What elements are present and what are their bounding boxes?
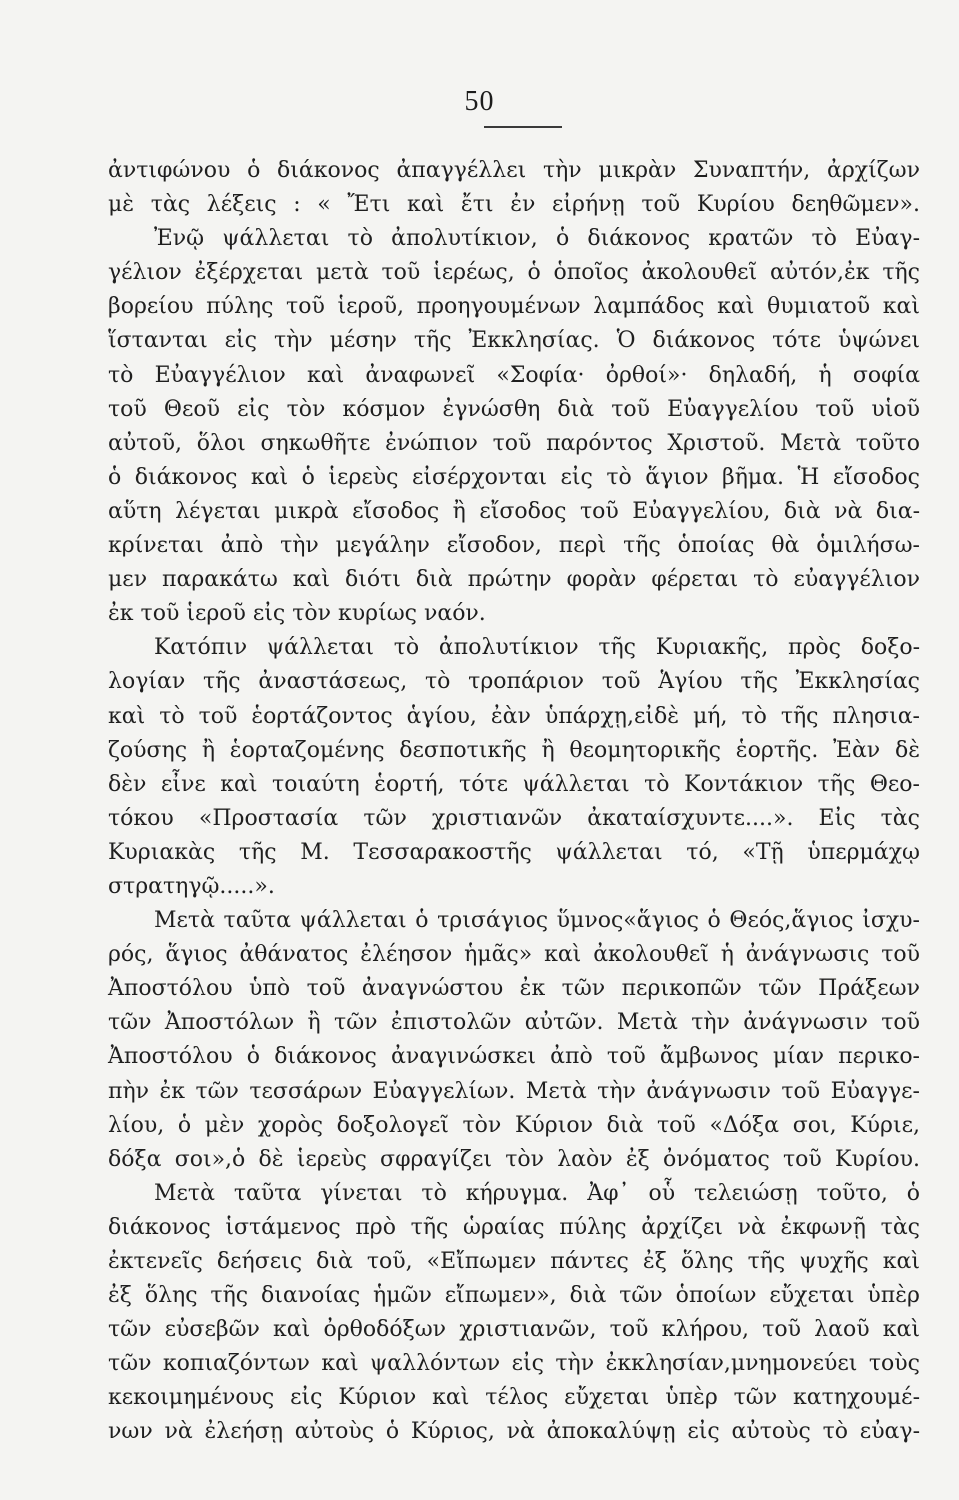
text-line: τῶν Ἀποστόλων ἢ τῶν ἐπιστολῶν αὐτῶν. Μετὰ τὴν ἀνάγνωσιν τοῦ	[108, 1010, 920, 1036]
text-line: λίου, ὁ μὲν χορὸς δοξολογεῖ τὸν Κύριον διὰ τοῦ «Δόξα σοι, Κύριε,	[108, 1112, 920, 1138]
text-line: στρατηγῷ.....».	[108, 873, 275, 899]
text-line: τῶν εὐσεβῶν καὶ ὀρθοδόξων χριστιανῶν, τοῦ κλήρου, τοῦ λαοῦ καὶ	[108, 1317, 920, 1343]
text-line: Κυριακὰς τῆς Μ. Τεσσαρακοστῆς ψάλλεται τό, «Τῇ ὑπερμάχῳ	[108, 839, 920, 865]
text-line: μὲ τὰς λέξεις : « Ἔτι καὶ ἔτι ἐν εἰρήνῃ τοῦ Κυρίου δεηθῶμεν».	[108, 192, 920, 218]
text-line: τὸ Εὐαγγέλιον καὶ ἀναφωνεῖ «Σοφία· ὀρθοί»· δηλαδή, ἡ σοφία	[108, 362, 920, 388]
text-line: κεκοιμημένους εἰς Κύριον καὶ τέλος εὔχεται ὑπὲρ τῶν κατηχουμέ-	[108, 1385, 920, 1411]
text-line: αὕτη λέγεται μικρὰ εἴσοδος ἢ εἴσοδος τοῦ Εὐαγγελίου, διὰ νὰ δια-	[108, 498, 920, 524]
body-text	[108, 154, 920, 1450]
text-line: ὁ διάκονος καὶ ὁ ἱερεὺς εἰσέρχονται εἰς τὸ ἅγιον βῆμα. Ἡ εἴσοδος	[108, 464, 920, 490]
text-line: λογίαν τῆς ἀναστάσεως, τὸ τροπάριον τοῦ Ἁγίου τῆς Ἐκκλησίας	[108, 669, 920, 695]
text-line: μεν παρακάτω καὶ διότι διὰ πρώτην φορὰν φέρεται τὸ εὐαγγέλιον	[108, 567, 920, 593]
text-line: καὶ τὸ τοῦ ἑορτάζοντος ἁγίου, ἐὰν ὑπάρχῃ,εἰδὲ μή, τὸ τῆς πλησια-	[108, 703, 920, 729]
text-line: διάκονος ἱστάμενος πρὸ τῆς ὡραίας πύλης ἀρχίζει νὰ ἐκφωνῇ τὰς	[108, 1214, 920, 1240]
text-line: τόκου «Προστασία τῶν χριστιανῶν ἀκαταίσχυντε....». Εἰς τὰς	[108, 805, 920, 831]
text-line: πὴν ἐκ τῶν τεσσάρων Εὐαγγελίων. Μετὰ τὴν ἀνάγνωσιν τοῦ Εὐαγγε-	[108, 1078, 920, 1104]
text-line: δόξα σοι»,ὁ δὲ ἱερεὺς σφραγίζει τὸν λαὸν ἐξ ὀνόματος τοῦ Κυρίου.	[108, 1146, 920, 1172]
text-line: τοῦ Θεοῦ εἰς τὸν κόσμον ἐγνώσθη διὰ τοῦ Εὐαγγελίου τοῦ υἱοῦ	[108, 396, 920, 422]
text-line: Ἀποστόλου ὁ διάκονος ἀναγινώσκει ἀπὸ τοῦ ἄμβωνος μίαν περικο-	[108, 1044, 920, 1070]
text-line: κρίνεται ἀπὸ τὴν μεγάλην εἴσοδον, περὶ τῆς ὁποίας θὰ ὁμιλήσω-	[108, 533, 920, 559]
text-line: Ἐνῷ ψάλλεται τὸ ἀπολυτίκιον, ὁ διάκονος κρατῶν τὸ Εὐαγ-	[154, 226, 920, 252]
page-number: 50	[464, 86, 495, 117]
text-line: Ἀποστόλου ὑπὸ τοῦ ἀναγνώστου ἐκ τῶν περικοπῶν τῶν Πράξεων	[108, 976, 920, 1002]
text-line: νων νὰ ἐλεήσῃ αὐτοὺς ὁ Κύριος, νὰ ἀποκαλύψῃ εἰς αὐτοὺς τὸ εὐαγ-	[108, 1419, 920, 1445]
text-line: βορείου πύλης τοῦ ἱεροῦ, προηγουμένων λαμπάδος καὶ θυμιατοῦ καὶ	[108, 294, 920, 320]
text-line: ρός, ἅγιος ἀθάνατος ἐλέησον ἡμᾶς» καὶ ἀκολουθεῖ ἡ ἀνάγνωσις τοῦ	[108, 942, 920, 968]
page-number-rule	[484, 126, 562, 128]
text-line: ἐκτενεῖς δεήσεις διὰ τοῦ, «Εἴπωμεν πάντες ἐξ ὅλης τῆς ψυχῆς καὶ	[108, 1249, 920, 1274]
text-line: δὲν εἶνε καὶ τοιαύτη ἑορτή, τότε ψάλλεται τὸ Κοντάκιον τῆς Θεο-	[108, 771, 920, 797]
text-line: ζούσης ἢ ἑορταζομένης δεσποτικῆς ἢ θεομητορικῆς ἑορτῆς. Ἐὰν δὲ	[108, 737, 920, 763]
text-line: τῶν κοπιαζόντων καὶ ψαλλόντων εἰς τὴν ἐκκλησίαν,μνημονεύει τοὺς	[108, 1351, 920, 1377]
text-line: γέλιον ἐξέρχεται μετὰ τοῦ ἱερέως, ὁ ὁποῖος ἀκολουθεῖ αὐτόν,ἐκ τῆς	[108, 260, 920, 286]
text-line: ἐξ ὅλης τῆς διανοίας ἡμῶν εἴπωμεν», διὰ τῶν ὁποίων εὔχεται ὑπὲρ	[108, 1283, 920, 1309]
text-line: Μετὰ ταῦτα ψάλλεται ὁ τρισάγιος ὕμνος«ἅγιος ὁ Θεός,ἅγιος ἰσχυ-	[154, 908, 920, 934]
text-line: Κατόπιν ψάλλεται τὸ ἀπολυτίκιον τῆς Κυριακῆς, πρὸς δοξο-	[154, 635, 920, 661]
text-line: ἵστανται εἰς τὴν μέσην τῆς Ἐκκλησίας. Ὁ διάκονος τότε ὑψώνει	[108, 328, 920, 354]
text-line: ἐκ τοῦ ἱεροῦ εἰς τὸν κυρίως ναόν.	[108, 601, 486, 627]
text-line: ἀντιφώνου ὁ διάκονος ἀπαγγέλλει τὴν μικρὰν Συναπτήν, ἀρχίζων	[108, 158, 920, 183]
text-line: Μετὰ ταῦτα γίνεται τὸ κήρυγμα. Ἀφ᾽ οὗ τελειώσῃ τοῦτο, ὁ	[154, 1180, 920, 1206]
text-line: αὐτοῦ, ὅλοι σηκωθῆτε ἐνώπιον τοῦ παρόντος Χριστοῦ. Μετὰ τοῦτο	[108, 430, 920, 456]
